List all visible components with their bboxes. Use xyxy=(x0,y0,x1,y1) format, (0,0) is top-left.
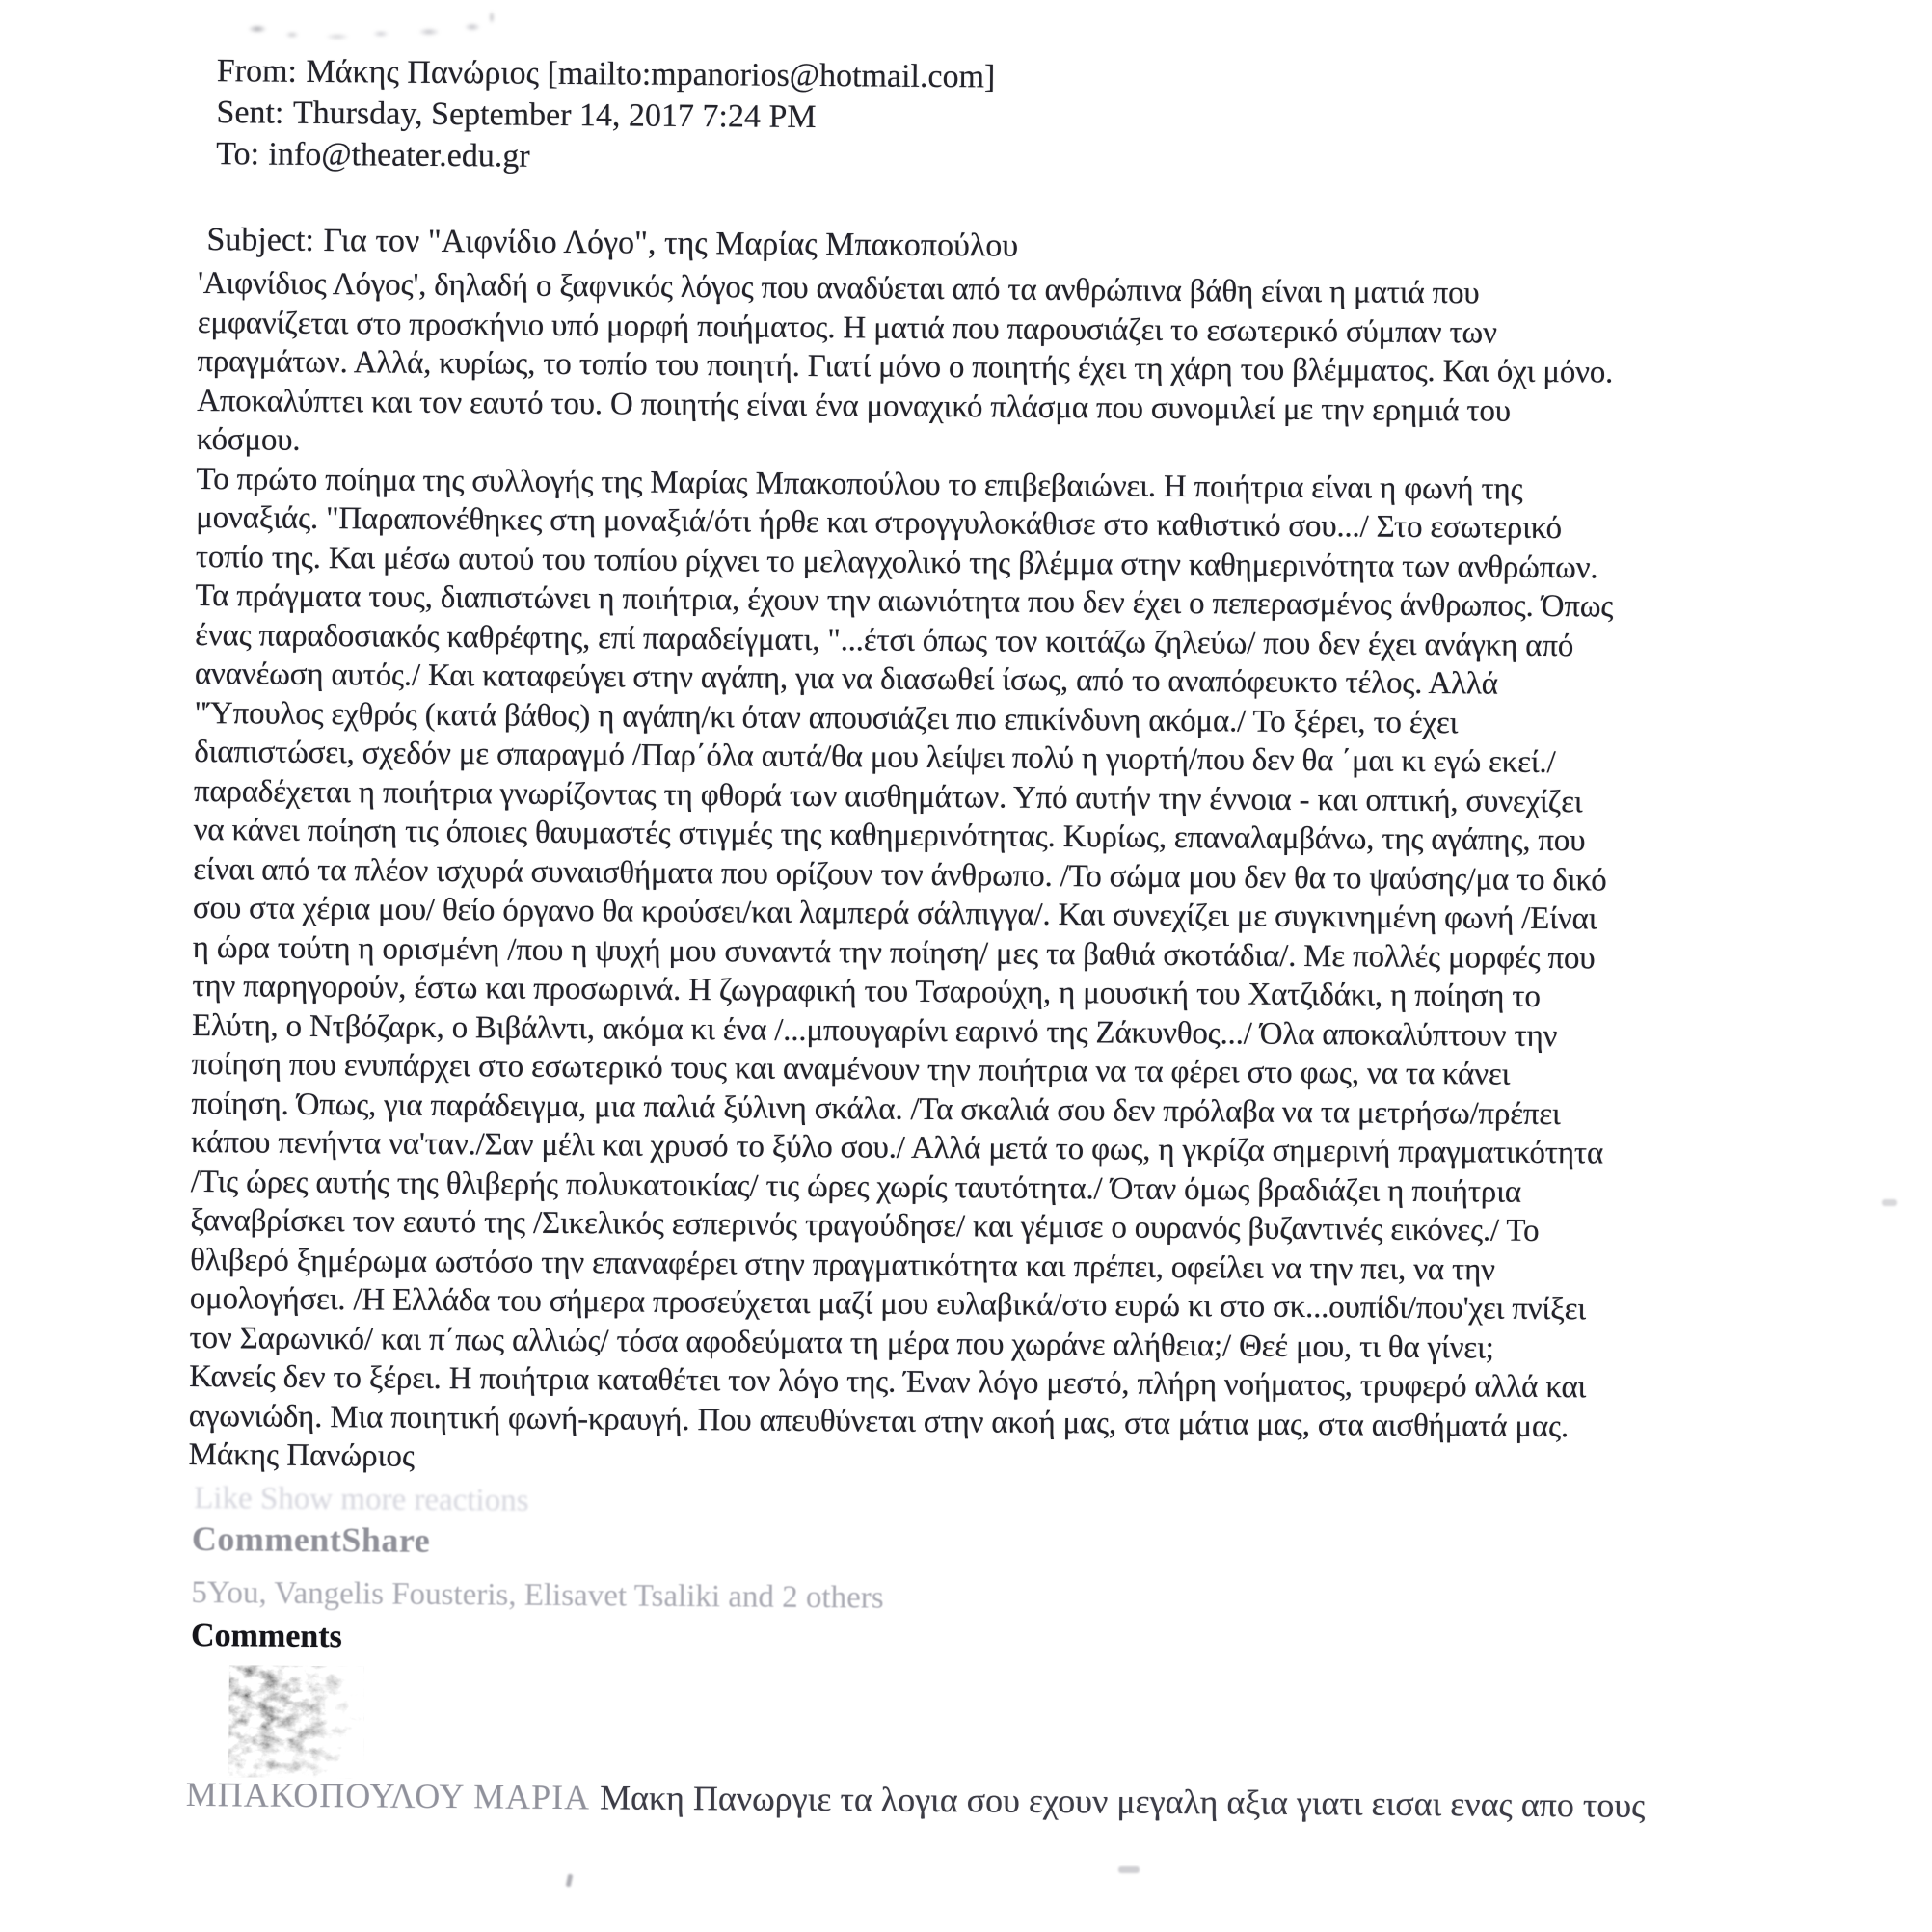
scan-speck xyxy=(1118,1866,1140,1873)
body-paragraph: Κανείς δεν το ξέρει. Η ποιήτρια καταθέτει τον λόγο της. Έναν λόγο μεστό, πλήρη νοήματος, τρυφερό αλλά και αγωνιώδη. Μια ποιητική φωνή-κραυγή. Που απευθύνεται στην ακοή μας, στα μάτια μας, στα αισθήματά μας. xyxy=(188,1358,1587,1444)
comment-share-row: CommentShare xyxy=(191,1518,431,1560)
like-row: Like Show more reactions xyxy=(194,1480,529,1518)
email-body xyxy=(189,264,1617,1447)
comments-header: Comments xyxy=(190,1617,342,1654)
comment-author: ΜΠΑΚΟΠΟΥΛΟΥ ΜΑΡΙΑ xyxy=(185,1774,591,1816)
subject-value: Για τον "Αιφνίδιο Λόγο", της Μαρίας Μπακοπούλου xyxy=(323,223,1019,264)
body-paragraph: Το πρώτο ποίημα της συλλογής της Μαρίας Μπακοπούλου το επιβεβαιώνει. Η ποιήτρια είναι η φωνή της μοναξιάς. "Παραπονέθηκες στη μοναξιά/ότι ήρθε και στρογγυλοκάθισε στο καθιστικό σου.../ Στο εσωτερικό τοπίο της. Και μέσω αυτού του τοπίου ρίχνει το μελαγχολικό της βλέμμα στην καθημερινότητα των ανθρώπων. Τα πράγματα τους, διαπιστώνει η ποιήτρια, έχουν την αιωνιότητα που δεν έχει ο πεπερασμένος άνθρωπος. Όπως ένας παραδοσιακός καθρέφτης, επί παραδείγματι, "...έτσι όπως τον κοιτάζω ζηλεύω/ που δεν έχει ανάγκη από ανανέωση αυτός./ Και καταφεύγει στην αγάπη, για να διασωθεί ίσως, από το αναπόφευκτο τέλος. Αλλά "Ύπουλος εχθρός (κατά βάθος) η αγάπη/κι όταν απουσιάζει πιο επικίνδυνη ακόμα./ Το ξέρει, το έχει διαπιστώσει, σχεδόν με σπαραγμό /Παρ΄όλα αυτά/θα μου λείψει πολύ η γιορτή/που δεν θα ΄μαι κι εγώ εκεί./ παραδέχεται η ποιήτρια γνωρίζοντας τη φθορά των αισθημάτων. Υπό αυτήν την έννοια - και οπτική, συνεχίζει να κάνει ποίηση τις όποιες θαυμαστές στιγμές της καθημερινότητας. Κυρίως, επαναλαμβάνω, της αγάπης, που είναι από τα πλέον ισχυρά συναισθήματα που ορίζουν τον άνθρωπο. /Το σώμα μου δεν θα το ψαύσης/μα το δικό σου στα χέρια μου/ θείο όργανο θα κρούσει/και λαμπερά σάλπιγγα/. Και συνεχίζει με συγκινημένη φωνή /Είναι η ώρα τούτη η ορισμένη /που η ψυχή μου συναντά την ποίηση/ μες τα βαθιά σκοτάδια/. Με πολλές μορφές που την παρηγορούν, έστω και προσωρινά. Η ζωγραφική του Τσαρούχη, η μουσική του Χατζιδάκι, η ποίηση το Ελύτη, ο Ντβόζαρκ, ο Βιβάλντι, ακόμα κι ένα /...μπουγαρίνι εαρινό της Ζάκυνθος.../ Όλα αποκαλύπτουν την ποίηση που ενυπάρχει στο εσωτερικό τους και αναμένουν την ποιήτρια να τα φέρει στο φως, να τα κάνει ποίηση. Όπως, για παράδειγμα, μια παλιά ξύλινη σκάλα. /Τα σκαλιά σου δεν πρόλαβα να τα μετρήσω/πρέπει κάπου πενήντα να'ταν./Σαν μέλι και χρυσό το ξύλο σου./ Αλλά μετά το φως, η γκρίζα σημερινή πραγματικότητα /Τις ώρες αυτής της θλιβερής πολυκατοικίας/ τις ώρες χωρίς ταυτότητα./ Όταν όμως βραδιάζει η ποιήτρια ξαναβρίσκει τον εαυτό της /Σικελικός εσπερινός τραγούδησε/ και γέμισε ο ουρανός βυζαντινές εικόνες./ Το θλιβερό ξημέρωμα ωστόσο την επαναφέρει στην πραγματικότητα και πρέπει, οφείλει να την πει, να την ομολογήσει. /Η Ελλάδα του σήμερα προσεύχεται μαζί μου ευλαβικά/στο ευρώ κι στο σκ...ουπίδι/που'χει πνίξει τον Σαρωνικό/ και π΄πως αλλιώς/ τόσα αφοδεύματα τη μέρα που χωράνε αλήθεια;/ Θεέ μου, τι θα γίνει; xyxy=(189,461,1614,1366)
scan-speck xyxy=(1882,1199,1897,1206)
sent-value: Thursday, September 14, 2017 7:24 PM xyxy=(292,94,817,136)
email-subject-line xyxy=(198,220,1617,271)
document-content xyxy=(185,50,1646,1826)
body-paragraph: 'Αιφνίδιος Λόγος', δηλαδή ο ξαφνικός λόγος που αναδύεται από τα ανθρώπινα βάθη είναι η ματιά που εμφανίζεται στο προσκήνιο υπό μορφή ποιήματος. Η ματιά που παρουσιάζει το εσωτερικό σύμπαν των πραγμάτων. Αλλά, κυρίως, το τοπίο του ποιητή. Γιατί μόνο ο ποιητής έχει τη χάρη του βλέμματος. Και όχι μόνο. Αποκαλύπτει και τον εαυτό του. Ο ποιητής είναι ένα μοναχικό πλάσμα που συνομιλεί με την ερημιά του κόσμου. xyxy=(196,265,1614,458)
email-signature: Μάκης Πανώριος xyxy=(188,1436,416,1474)
subject-label: Subject: xyxy=(206,222,315,258)
from-value: Μάκης Πανώριος [mailto:mpanorios@hotmail.com] xyxy=(306,53,996,95)
email-header xyxy=(199,50,1619,186)
scan-speck xyxy=(566,1874,574,1888)
from-label: From: xyxy=(216,53,298,90)
comment-photo-thumbnail xyxy=(228,1665,364,1778)
comment-text: Μακη Πανωργιε τα λογια σου εχουν μεγαλη αξια γιατι εισαι ενας απο τους xyxy=(599,1777,1646,1825)
reactions-summary: 5You, Vangelis Fousteris, Elisavet Tsaliki and 2 others xyxy=(191,1574,884,1616)
to-value: info@theater.edu.gr xyxy=(268,136,530,174)
sent-label: Sent: xyxy=(216,94,284,131)
comment-line xyxy=(185,1772,1646,1826)
to-label: To: xyxy=(216,136,260,173)
scan-smudge xyxy=(246,8,506,46)
